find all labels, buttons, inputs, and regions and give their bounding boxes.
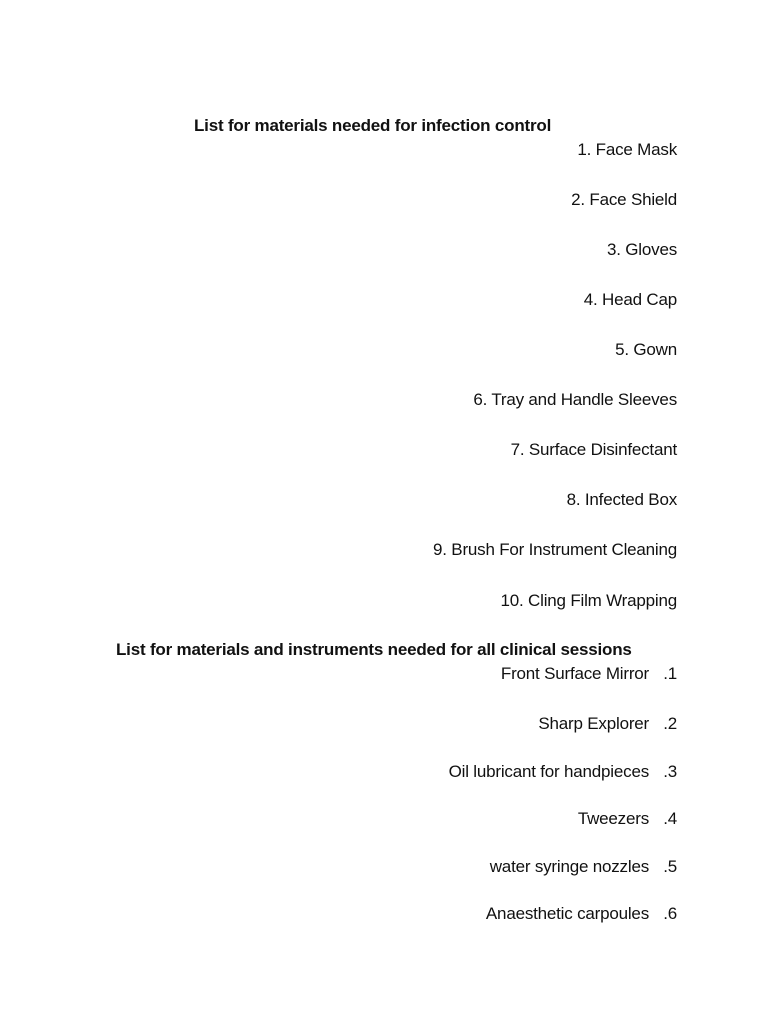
clinical-item-text: Oil lubricant for handpieces [448,762,649,781]
clinical-item-number: .4 [663,809,677,828]
clinical-item-number: .5 [663,857,677,876]
clinical-item-5 [490,857,677,877]
infection-control-item-9: 9. Brush For Instrument Cleaning [433,540,677,559]
infection-control-item-6: 6. Tray and Handle Sleeves [473,390,677,409]
clinical-item-3 [449,762,677,782]
clinical-item-number: .1 [663,664,677,683]
clinical-item-text: water syringe nozzles [489,857,649,876]
clinical-item-number: .2 [663,714,677,733]
clinical-item-1 [501,664,677,684]
infection-control-item-4: 4. Head Cap [583,290,677,309]
clinical-item-6 [486,904,677,924]
infection-control-item-8: 8. Infected Box [566,490,677,509]
clinical-item-text: Anaesthetic carpoules [485,904,649,923]
infection-control-heading: List for materials needed for infection control [194,116,552,135]
clinical-item-2 [538,714,677,734]
infection-control-item-5: 5. Gown [615,340,677,359]
infection-control-item-10: 10. Cling Film Wrapping [500,591,677,610]
infection-control-item-2: 2. Face Shield [571,190,677,209]
infection-control-item-3: 3. Gloves [606,240,677,259]
clinical-item-number: .3 [663,762,677,781]
clinical-sessions-heading: List for materials and instruments needed for all clinical sessions [116,640,632,659]
infection-control-item-1: 1. Face Mask [577,140,677,159]
clinical-item-text: Sharp Explorer [538,714,649,733]
clinical-item-4 [578,809,677,829]
clinical-item-text: Front Surface Mirror [500,664,649,683]
clinical-item-text: Tweezers [577,809,649,828]
infection-control-item-7: 7. Surface Disinfectant [510,440,677,459]
clinical-item-number: .6 [663,904,677,923]
